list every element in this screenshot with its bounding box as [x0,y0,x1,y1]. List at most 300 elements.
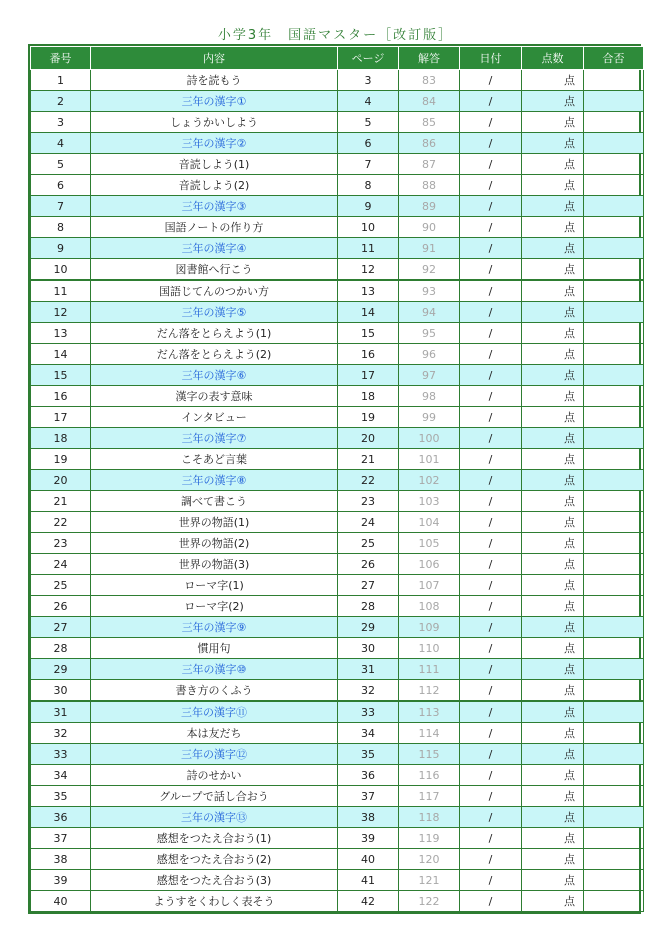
row-answer-page: 111 [399,659,460,680]
table-row [31,217,644,238]
row-content: 本は友だち [91,723,338,744]
row-content: しょうかいしよう [91,112,338,133]
table-row [31,596,644,617]
table-row [31,407,644,428]
row-answer-page: 110 [399,638,460,659]
table-row [31,259,644,281]
table-row [31,554,644,575]
row-answer-page: 87 [399,154,460,175]
row-answer-page: 119 [399,828,460,849]
row-answer-page: 109 [399,617,460,638]
table-row [31,512,644,533]
row-answer-page: 97 [399,365,460,386]
row-date-field[interactable]: / [460,828,522,849]
row-page: 42 [338,891,399,912]
row-content: 三年の漢字⑬ [91,807,338,828]
row-number: 15 [31,365,91,386]
row-date-field[interactable]: / [460,428,522,449]
table-row [31,196,644,217]
row-page: 30 [338,638,399,659]
row-answer-page: 117 [399,786,460,807]
row-answer-page: 104 [399,512,460,533]
row-pass-field[interactable] [584,723,644,744]
table-row [31,470,644,491]
row-date-field[interactable]: / [460,302,522,323]
row-pass-field[interactable] [584,512,644,533]
row-pass-field[interactable] [584,280,644,302]
row-score-field[interactable]: 点 [522,112,584,133]
row-pass-field[interactable] [584,807,644,828]
row-score-field[interactable]: 点 [522,807,584,828]
row-content: 感想をつたえ合おう(1) [91,828,338,849]
row-pass-field[interactable] [584,533,644,554]
row-score-field[interactable]: 点 [522,575,584,596]
row-answer-page: 100 [399,428,460,449]
row-content: 三年の漢字⑤ [91,302,338,323]
row-date-field[interactable]: / [460,512,522,533]
row-date-field[interactable]: / [460,365,522,386]
row-date-field[interactable]: / [460,217,522,238]
row-number: 22 [31,512,91,533]
row-pass-field[interactable] [584,407,644,428]
row-number: 33 [31,744,91,765]
table-row [31,744,644,765]
table-row [31,659,644,680]
row-pass-field[interactable] [584,217,644,238]
row-score-field[interactable]: 点 [522,659,584,680]
row-page: 13 [338,280,399,302]
row-score-field[interactable]: 点 [522,323,584,344]
row-pass-field[interactable] [584,870,644,891]
row-pass-field[interactable] [584,891,644,912]
row-answer-page: 115 [399,744,460,765]
header-number: 番号 [31,47,91,70]
row-page: 33 [338,701,399,723]
row-number: 4 [31,133,91,154]
row-number: 27 [31,617,91,638]
row-score-field[interactable]: 点 [522,638,584,659]
row-page: 35 [338,744,399,765]
row-date-field[interactable]: / [460,386,522,407]
row-content: 三年の漢字⑦ [91,428,338,449]
row-page: 10 [338,217,399,238]
row-date-field[interactable]: / [460,175,522,196]
table-row [31,91,644,112]
row-number: 3 [31,112,91,133]
row-page: 40 [338,849,399,870]
row-answer-page: 90 [399,217,460,238]
row-number: 29 [31,659,91,680]
row-pass-field[interactable] [584,828,644,849]
row-pass-field[interactable] [584,470,644,491]
table-row [31,280,644,302]
row-answer-page: 88 [399,175,460,196]
table-row [31,449,644,470]
row-answer-page: 106 [399,554,460,575]
row-number: 28 [31,638,91,659]
row-pass-field[interactable] [584,154,644,175]
row-number: 19 [31,449,91,470]
row-answer-page: 91 [399,238,460,259]
table-row [31,723,644,744]
row-content: 詩のせかい [91,765,338,786]
row-page: 38 [338,807,399,828]
row-date-field[interactable]: / [460,870,522,891]
row-number: 24 [31,554,91,575]
row-answer-page: 102 [399,470,460,491]
row-answer-page: 98 [399,386,460,407]
row-date-field[interactable]: / [460,575,522,596]
row-page: 7 [338,154,399,175]
table-row [31,765,644,786]
row-content: 世界の物語(1) [91,512,338,533]
row-pass-field[interactable] [584,449,644,470]
row-date-field[interactable]: / [460,659,522,680]
table-row [31,302,644,323]
row-answer-page: 112 [399,680,460,702]
row-pass-field[interactable] [584,491,644,512]
row-pass-field[interactable] [584,344,644,365]
row-pass-field[interactable] [584,70,644,91]
header-page: ページ [338,47,399,70]
table-row [31,849,644,870]
row-answer-page: 108 [399,596,460,617]
row-answer-page: 92 [399,259,460,281]
table-row [31,238,644,259]
row-content: 三年の漢字⑫ [91,744,338,765]
row-score-field[interactable]: 点 [522,70,584,91]
row-page: 9 [338,196,399,217]
table-row [31,323,644,344]
row-number: 16 [31,386,91,407]
row-date-field[interactable]: / [460,70,522,91]
row-score-field[interactable]: 点 [522,491,584,512]
row-score-field[interactable]: 点 [522,828,584,849]
row-score-field[interactable]: 点 [522,302,584,323]
row-answer-page: 96 [399,344,460,365]
row-date-field[interactable]: / [460,112,522,133]
row-number: 10 [31,259,91,281]
row-date-field[interactable]: / [460,765,522,786]
row-number: 6 [31,175,91,196]
row-date-field[interactable]: / [460,744,522,765]
row-answer-page: 116 [399,765,460,786]
row-number: 5 [31,154,91,175]
table-row [31,344,644,365]
header-content: 内容 [91,47,338,70]
table-row [31,386,644,407]
row-score-field[interactable]: 点 [522,175,584,196]
row-answer-page: 118 [399,807,460,828]
row-content: 感想をつたえ合おう(2) [91,849,338,870]
row-answer-page: 93 [399,280,460,302]
row-content: ローマ字(1) [91,575,338,596]
row-content: 三年の漢字⑩ [91,659,338,680]
row-content: 国語ノートの作り方 [91,217,338,238]
row-number: 37 [31,828,91,849]
row-content: 三年の漢字⑥ [91,365,338,386]
row-score-field[interactable]: 点 [522,449,584,470]
row-pass-field[interactable] [584,744,644,765]
row-score-field[interactable]: 点 [522,680,584,702]
row-pass-field[interactable] [584,259,644,281]
row-page: 24 [338,512,399,533]
row-date-field[interactable]: / [460,344,522,365]
row-number: 23 [31,533,91,554]
row-number: 14 [31,344,91,365]
row-date-field[interactable]: / [460,280,522,302]
row-date-field[interactable]: / [460,259,522,281]
row-date-field[interactable]: / [460,891,522,912]
row-pass-field[interactable] [584,659,644,680]
row-date-field[interactable]: / [460,638,522,659]
row-pass-field[interactable] [584,91,644,112]
table-row [31,807,644,828]
row-date-field[interactable]: / [460,470,522,491]
row-page: 37 [338,786,399,807]
row-pass-field[interactable] [584,786,644,807]
row-score-field[interactable]: 点 [522,196,584,217]
row-score-field[interactable]: 点 [522,365,584,386]
table-row [31,701,644,723]
row-score-field[interactable]: 点 [522,238,584,259]
row-page: 18 [338,386,399,407]
row-page: 4 [338,91,399,112]
row-page: 8 [338,175,399,196]
row-score-field[interactable]: 点 [522,217,584,238]
row-page: 19 [338,407,399,428]
row-score-field[interactable]: 点 [522,386,584,407]
row-page: 23 [338,491,399,512]
row-answer-page: 107 [399,575,460,596]
table-row [31,533,644,554]
row-score-field[interactable]: 点 [522,470,584,491]
row-score-field[interactable]: 点 [522,533,584,554]
row-score-field[interactable]: 点 [522,765,584,786]
row-number: 1 [31,70,91,91]
row-date-field[interactable]: / [460,449,522,470]
table-row [31,870,644,891]
row-pass-field[interactable] [584,323,644,344]
row-pass-field[interactable] [584,596,644,617]
row-date-field[interactable]: / [460,323,522,344]
row-page: 27 [338,575,399,596]
row-date-field[interactable]: / [460,807,522,828]
row-number: 34 [31,765,91,786]
row-number: 25 [31,575,91,596]
table-row [31,617,644,638]
row-date-field[interactable]: / [460,554,522,575]
row-number: 40 [31,891,91,912]
row-score-field[interactable]: 点 [522,512,584,533]
row-date-field[interactable]: / [460,154,522,175]
row-page: 26 [338,554,399,575]
row-number: 21 [31,491,91,512]
row-answer-page: 101 [399,449,460,470]
row-number: 26 [31,596,91,617]
row-content: 漢字の表す意味 [91,386,338,407]
row-pass-field[interactable] [584,680,644,702]
table-row [31,112,644,133]
progress-sheet [28,44,641,914]
row-pass-field[interactable] [584,849,644,870]
row-score-field[interactable]: 点 [522,723,584,744]
row-date-field[interactable]: / [460,680,522,702]
row-score-field[interactable]: 点 [522,344,584,365]
row-page: 41 [338,870,399,891]
row-page: 31 [338,659,399,680]
lesson-table [30,46,644,912]
row-score-field[interactable]: 点 [522,891,584,912]
row-content: ようすをくわしく表そう [91,891,338,912]
row-answer-page: 105 [399,533,460,554]
row-pass-field[interactable] [584,175,644,196]
row-date-field[interactable]: / [460,407,522,428]
row-number: 38 [31,849,91,870]
row-score-field[interactable]: 点 [522,701,584,723]
row-content: 感想をつたえ合おう(3) [91,870,338,891]
row-page: 20 [338,428,399,449]
row-score-field[interactable]: 点 [522,91,584,112]
row-content: 三年の漢字⑨ [91,617,338,638]
table-row [31,365,644,386]
row-pass-field[interactable] [584,365,644,386]
row-content: 三年の漢字⑧ [91,470,338,491]
row-pass-field[interactable] [584,112,644,133]
row-pass-field[interactable] [584,617,644,638]
row-content: インタビュー [91,407,338,428]
row-score-field[interactable]: 点 [522,617,584,638]
row-content: グループで話し合おう [91,786,338,807]
row-page: 36 [338,765,399,786]
row-pass-field[interactable] [584,638,644,659]
row-number: 2 [31,91,91,112]
row-number: 18 [31,428,91,449]
row-page: 3 [338,70,399,91]
row-number: 36 [31,807,91,828]
row-pass-field[interactable] [584,428,644,449]
row-pass-field[interactable] [584,386,644,407]
row-date-field[interactable]: / [460,238,522,259]
row-number: 31 [31,701,91,723]
row-page: 32 [338,680,399,702]
row-answer-page: 86 [399,133,460,154]
row-score-field[interactable]: 点 [522,744,584,765]
row-page: 25 [338,533,399,554]
row-pass-field[interactable] [584,238,644,259]
row-score-field[interactable]: 点 [522,280,584,302]
table-row [31,175,644,196]
header-pass: 合否 [584,47,644,70]
row-content: だん落をとらえよう(2) [91,344,338,365]
row-date-field[interactable]: / [460,533,522,554]
row-answer-page: 95 [399,323,460,344]
page-title: 小学3年 国語マスター［改訂版］ [217,28,454,43]
row-answer-page: 103 [399,491,460,512]
row-date-field[interactable]: / [460,91,522,112]
row-score-field[interactable]: 点 [522,849,584,870]
row-content: だん落をとらえよう(1) [91,323,338,344]
header-answer: 解答 [399,47,460,70]
row-content: 世界の物語(2) [91,533,338,554]
row-content: 三年の漢字② [91,133,338,154]
row-content: 図書館へ行こう [91,259,338,281]
row-date-field[interactable]: / [460,491,522,512]
row-content: 国語じてんのつかい方 [91,280,338,302]
row-page: 12 [338,259,399,281]
table-row [31,70,644,91]
row-content: こそあど言葉 [91,449,338,470]
table-row [31,133,644,154]
row-page: 21 [338,449,399,470]
row-score-field[interactable]: 点 [522,133,584,154]
row-score-field[interactable]: 点 [522,786,584,807]
row-date-field[interactable]: / [460,786,522,807]
row-pass-field[interactable] [584,133,644,154]
row-pass-field[interactable] [584,302,644,323]
row-pass-field[interactable] [584,554,644,575]
row-date-field[interactable]: / [460,701,522,723]
row-score-field[interactable]: 点 [522,407,584,428]
row-date-field[interactable]: / [460,596,522,617]
row-pass-field[interactable] [584,575,644,596]
row-score-field[interactable]: 点 [522,596,584,617]
row-page: 22 [338,470,399,491]
row-date-field[interactable]: / [460,617,522,638]
header-score: 点数 [522,47,584,70]
row-answer-page: 114 [399,723,460,744]
row-answer-page: 89 [399,196,460,217]
row-date-field[interactable]: / [460,133,522,154]
row-answer-page: 99 [399,407,460,428]
row-number: 11 [31,280,91,302]
row-page: 15 [338,323,399,344]
row-answer-page: 113 [399,701,460,723]
row-number: 9 [31,238,91,259]
row-answer-page: 84 [399,91,460,112]
row-score-field[interactable]: 点 [522,428,584,449]
table-row [31,828,644,849]
row-number: 30 [31,680,91,702]
row-page: 34 [338,723,399,744]
header-date: 日付 [460,47,522,70]
row-answer-page: 121 [399,870,460,891]
row-score-field[interactable]: 点 [522,870,584,891]
row-content: 三年の漢字④ [91,238,338,259]
row-page: 14 [338,302,399,323]
row-answer-page: 122 [399,891,460,912]
table-row [31,638,644,659]
row-pass-field[interactable] [584,765,644,786]
row-date-field[interactable]: / [460,849,522,870]
row-date-field[interactable]: / [460,723,522,744]
row-score-field[interactable]: 点 [522,154,584,175]
row-date-field[interactable]: / [460,196,522,217]
row-pass-field[interactable] [584,701,644,723]
row-score-field[interactable]: 点 [522,259,584,281]
row-number: 32 [31,723,91,744]
table-row [31,680,644,702]
row-answer-page: 120 [399,849,460,870]
row-page: 39 [338,828,399,849]
table-row [31,891,644,912]
row-number: 17 [31,407,91,428]
table-row [31,786,644,807]
row-score-field[interactable]: 点 [522,554,584,575]
row-number: 8 [31,217,91,238]
row-pass-field[interactable] [584,196,644,217]
row-content: 詩を読もう [91,70,338,91]
